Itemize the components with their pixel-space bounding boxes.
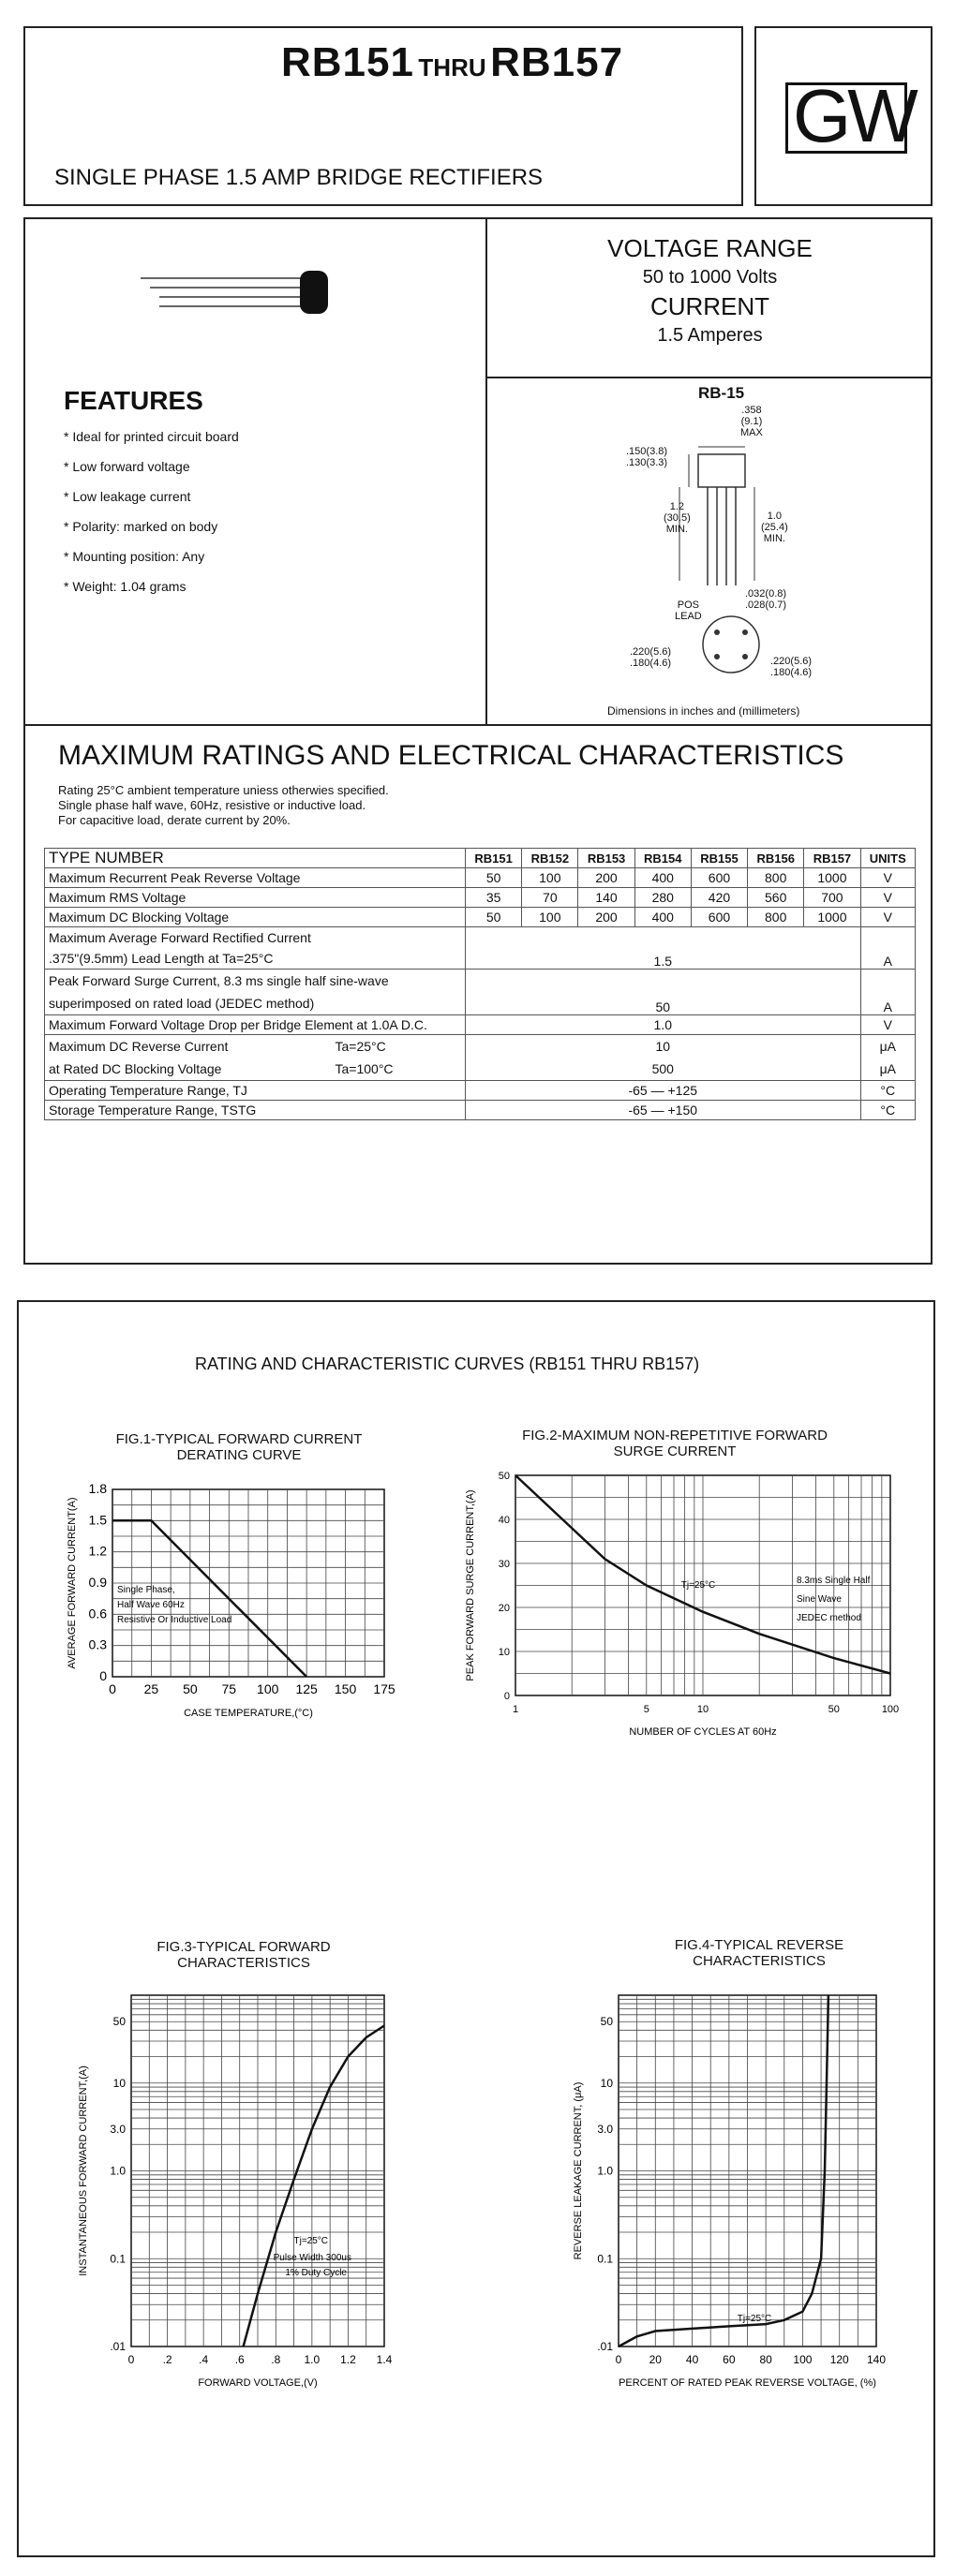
y-tick-label: 1.0 — [597, 2164, 613, 2178]
dim-lead-left: 1.2 (30.5) MIN. — [664, 501, 691, 535]
x-tick-label: 1.0 — [304, 2353, 321, 2366]
x-tick-label: 150 — [334, 1681, 357, 1696]
features-title: FEATURES — [64, 386, 203, 415]
dimensions-note: Dimensions in inches and (millimeters) — [607, 704, 800, 718]
annotation: 8.3ms Single Half — [797, 1576, 871, 1586]
x-tick-label: 5 — [643, 1704, 649, 1715]
feature-item: * Low forward voltage — [64, 459, 190, 474]
x-tick-label: 120 — [829, 2353, 849, 2366]
subtitle: SINGLE PHASE 1.5 AMP BRIDGE RECTIFIERS — [54, 165, 544, 190]
chart-fig3 — [66, 1986, 422, 2398]
x-tick-label: 0 — [615, 2353, 622, 2366]
ratings-table — [44, 848, 916, 1120]
y-tick-label: 10 — [600, 2076, 613, 2090]
column-header: RB157 — [804, 849, 860, 868]
y-tick-label: 20 — [498, 1603, 510, 1614]
annotation: Pulse Width 300us — [273, 2253, 351, 2263]
y-tick-label: 1.5 — [88, 1512, 107, 1528]
y-tick-label: 50 — [600, 2015, 613, 2029]
feature-item: * Low leakage current — [64, 489, 191, 504]
part-to: RB157 — [490, 39, 624, 85]
bridge-rectifier-image — [131, 267, 337, 323]
logo-text: GW — [793, 74, 915, 157]
x-axis-label: CASE TEMPERATURE,(°C) — [184, 1708, 313, 1719]
y-tick-label: .01 — [597, 2340, 613, 2353]
series-line — [244, 2026, 384, 2347]
y-tick-label: 0.9 — [88, 1575, 107, 1590]
y-tick-label: 3.0 — [597, 2122, 613, 2136]
table-row: Maximum Recurrent Peak Reverse Voltage 50 100 200 400 600 800 1000 V — [45, 868, 916, 888]
y-tick-label: 0.3 — [88, 1636, 107, 1652]
rating-note: Rating 25°C ambient temperature uniess otherwies specified. — [58, 783, 389, 797]
x-tick-label: .6 — [234, 2353, 245, 2366]
column-header: RB152 — [522, 849, 578, 868]
y-tick-label: 30 — [498, 1559, 510, 1570]
type-number-header: TYPE NUMBER — [45, 849, 466, 868]
annotation: Tj=25°C — [737, 2314, 772, 2324]
x-tick-label: 0 — [109, 1681, 116, 1696]
feature-item: * Weight: 1.04 grams — [64, 579, 187, 594]
ratings-title: MAXIMUM RATINGS AND ELECTRICAL CHARACTERISTICS — [58, 740, 844, 771]
table-row: Maximum Average Forward Rectified Current .375"(9.5mm) Lead Length at Ta=25°C 1.5 A — [45, 927, 916, 970]
y-tick-label: 40 — [498, 1515, 510, 1526]
y-tick-label: 1.2 — [88, 1543, 107, 1559]
y-tick-label: 50 — [498, 1471, 510, 1482]
y-axis-label: AVERAGE FORWARD CURRENT(A) — [67, 1497, 78, 1669]
column-header: RB153 — [578, 849, 634, 868]
x-axis-label: NUMBER OF CYCLES AT 60Hz — [629, 1726, 777, 1738]
x-tick-label: 100 — [793, 2353, 813, 2366]
y-axis-label: INSTANTANEOUS FORWARD CURRENT,(A) — [78, 2065, 89, 2276]
feature-item: * Ideal for printed circuit board — [64, 429, 239, 444]
annotation: Tj=25°C — [293, 2236, 328, 2246]
column-header: RB155 — [691, 849, 747, 868]
x-axis-label: FORWARD VOLTAGE,(V) — [198, 2377, 318, 2389]
x-tick-label: 40 — [685, 2353, 699, 2366]
fig2-title: FIG.2-MAXIMUM NON-REPETITIVE FORWARD SURGE CURRENT — [522, 1428, 828, 1459]
column-header: RB151 — [466, 849, 522, 868]
rating-note: For capacitive load, derate current by 20%. — [58, 813, 291, 827]
y-tick-label: 1.0 — [110, 2164, 126, 2178]
curves-title: RATING AND CHARACTERISTIC CURVES (RB151 THRU RB157) — [195, 1355, 700, 1373]
dim-top: .358 (9.1) MAX — [740, 405, 763, 438]
x-axis-label: PERCENT OF RATED PEAK REVERSE VOLTAGE, (%) — [619, 2377, 876, 2389]
column-header: RB156 — [748, 849, 804, 868]
table-row: Peak Forward Surge Current, 8.3 ms single half sine-wave superimposed on rated load (JEDEC method) 50 A — [45, 970, 916, 1015]
x-tick-label: 75 — [221, 1681, 237, 1696]
y-tick-label: 1.8 — [88, 1481, 107, 1496]
x-tick-label: 60 — [723, 2353, 736, 2366]
dim-lead-width: .032(0.8) .028(0.7) — [745, 588, 787, 611]
annotation: Tj=25°C — [680, 1580, 716, 1591]
dim-pos-lead: POS LEAD — [675, 600, 702, 622]
rating-note: Single phase half wave, 60Hz, resistive or inductive load. — [58, 798, 366, 812]
fig3-title: FIG.3-TYPICAL FORWARD CHARACTERISTICS — [157, 1939, 331, 1971]
table-row: Maximum RMS Voltage 35 70 140 280 420 560 700 V — [45, 888, 916, 908]
chart-fig2 — [450, 1466, 900, 1756]
x-tick-label: 140 — [866, 2353, 887, 2366]
table-row: Operating Temperature Range, TJ -65 — +125 °C — [45, 1081, 916, 1101]
column-header: RB154 — [634, 849, 691, 868]
feature-item: * Mounting position: Any — [64, 549, 205, 564]
dim-bottom-left: .220(5.6) .180(4.6) — [630, 646, 672, 669]
x-tick-label: .4 — [199, 2353, 209, 2366]
package-name: RB-15 — [698, 384, 745, 402]
y-tick-label: 10 — [498, 1647, 510, 1658]
y-axis-label: REVERSE LEAKAGE CURRENT, (μA) — [573, 2081, 584, 2260]
divider-right — [485, 377, 933, 378]
annotation: Half Wave 60Hz — [117, 1600, 185, 1610]
current-value: 1.5 Amperes — [657, 325, 763, 346]
feature-item: * Polarity: marked on body — [64, 519, 218, 534]
y-tick-label: .01 — [110, 2340, 126, 2353]
x-tick-label: 1.2 — [340, 2353, 356, 2366]
annotation: Single Phase, — [117, 1585, 175, 1595]
annotation: Resistive Or Inductive Load — [117, 1615, 232, 1625]
annotation: 1% Duty Cycle — [285, 2268, 347, 2278]
x-tick-label: 1 — [512, 1704, 519, 1715]
chart-fig1 — [56, 1480, 412, 1724]
x-tick-label: 100 — [257, 1681, 279, 1696]
table-header-row — [45, 849, 916, 868]
x-tick-label: 1.4 — [376, 2353, 393, 2366]
x-tick-label: 175 — [373, 1681, 395, 1696]
x-tick-label: 10 — [696, 1704, 709, 1715]
table-row: Maximum Forward Voltage Drop per Bridge Element at 1.0A D.C. 1.0 V — [45, 1015, 916, 1035]
x-tick-label: .8 — [271, 2353, 281, 2366]
x-tick-label: 20 — [649, 2353, 662, 2366]
dim-bottom-right: .220(5.6) .180(4.6) — [770, 656, 813, 678]
dim-lead-right: 1.0 (25.4) MIN. — [761, 511, 788, 544]
voltage-range-label: VOLTAGE RANGE — [607, 234, 813, 262]
part-title — [281, 39, 623, 86]
x-tick-label: 0 — [127, 2353, 135, 2366]
fig1-title: FIG.1-TYPICAL FORWARD CURRENT DERATING CURVE — [115, 1431, 363, 1463]
y-tick-label: 10 — [112, 2076, 126, 2090]
table-row: Maximum DC Blocking Voltage 50 100 200 400 600 800 1000 V — [45, 908, 916, 927]
y-tick-label: 0 — [99, 1668, 107, 1683]
x-tick-label: .2 — [162, 2353, 172, 2366]
dim-left-height: .150(3.8) .130(3.3) — [626, 446, 668, 468]
thru-label: THRU — [418, 53, 486, 81]
annotation: Sine Wave — [797, 1594, 842, 1605]
x-tick-label: 100 — [881, 1704, 900, 1715]
ratings-summary — [487, 234, 933, 347]
y-tick-label: 50 — [112, 2015, 126, 2029]
units-header: UNITS — [860, 849, 915, 868]
y-tick-label: 0.1 — [597, 2252, 613, 2266]
divider-horizontal — [23, 724, 933, 726]
table-row: Storage Temperature Range, TSTG -65 — +150 °C — [45, 1101, 916, 1120]
x-tick-label: 25 — [143, 1681, 159, 1696]
y-axis-label: PEAK FORWARD SURGE CURRENT,(A) — [465, 1489, 476, 1681]
table-row: Maximum DC Reverse Current Ta=25°C at Rated DC Blocking Voltage Ta=100°C 10 500 μA μA — [45, 1035, 916, 1081]
y-tick-label: 0.6 — [88, 1606, 107, 1621]
y-tick-label: 0 — [503, 1691, 510, 1702]
features-list — [64, 429, 239, 609]
y-tick-label: 0.1 — [110, 2252, 126, 2266]
part-from: RB151 — [281, 39, 414, 85]
x-tick-label: 125 — [295, 1681, 318, 1696]
ratings-notes — [58, 783, 389, 828]
fig4-title: FIG.4-TYPICAL REVERSE CHARACTERISTICS — [674, 1937, 844, 1969]
current-label: CURRENT — [649, 292, 770, 320]
x-tick-label: 50 — [183, 1681, 198, 1696]
x-tick-label: 50 — [828, 1704, 840, 1715]
y-tick-label: 3.0 — [110, 2122, 126, 2136]
x-tick-label: 80 — [759, 2353, 772, 2366]
chart-fig4 — [562, 1986, 918, 2398]
annotation: JEDEC method — [797, 1613, 861, 1623]
voltage-range-value: 50 to 1000 Volts — [642, 267, 778, 288]
